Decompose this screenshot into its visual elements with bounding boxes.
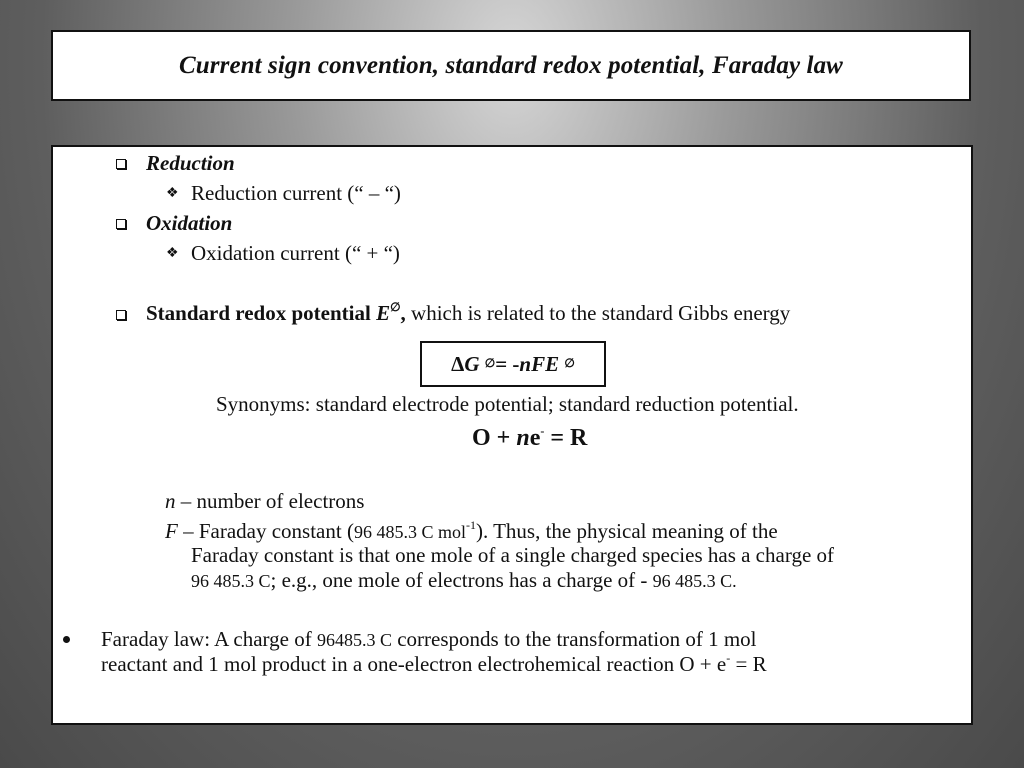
oxidation-current: Oxidation current (“ + “) (191, 241, 400, 265)
f-symbol: F (165, 519, 178, 543)
n-definition (165, 489, 364, 513)
oxidation-heading: Oxidation (146, 211, 233, 235)
faraday-text1: Faraday law: A charge of (101, 627, 317, 651)
standard-potential-text: which is related to the standard Gibbs energy (405, 301, 791, 325)
f-definition-line3 (191, 568, 737, 593)
faraday-line2-end: = R (730, 652, 767, 676)
f-text2: ). Thus, the physical meaning of the (475, 519, 778, 543)
g-symbol: G (464, 351, 480, 376)
faraday-law-line1 (101, 627, 757, 652)
square-bullet-icon (116, 219, 126, 229)
faraday-law-line2 (101, 652, 767, 676)
f-line3-end: . (732, 571, 737, 591)
synonyms-text: Synonyms: standard electrode potential; standard reduction potential. (216, 392, 799, 416)
standard-degree: ∅ (390, 300, 401, 314)
faraday-minus: - (726, 651, 731, 665)
f-text1: – Faraday constant ( (177, 519, 354, 543)
f-line3-text: ; e.g., one mole of electrons has a charge of - (270, 568, 653, 592)
reduction-current: Reduction current (“ – “) (191, 181, 401, 205)
formula-eq: = - (495, 351, 520, 376)
f-line3-value2: 96 485.3 C (652, 571, 733, 591)
reaction-o-plus: O + (472, 425, 517, 451)
reaction-n: n (516, 425, 530, 451)
f-value: 96 485.3 C mol (353, 522, 466, 542)
title-box (51, 30, 971, 101)
diamond-bullet-icon: ❖ (166, 186, 179, 201)
f-exp: -1 (465, 518, 476, 532)
standard-potential-line (146, 301, 790, 325)
delta-symbol: Δ (451, 351, 465, 376)
content-box (51, 145, 973, 725)
round-bullet-icon (63, 636, 70, 643)
n-symbol: n (165, 489, 176, 513)
comma: , (400, 301, 406, 325)
faraday-line2: reactant and 1 mol product in a one-electron electrohemical reaction O + e (101, 652, 727, 676)
reaction-e: e (529, 425, 541, 451)
gibbs-formula-box: Δ G ∅ = - nFE ∅ (420, 341, 606, 387)
faraday-text2: corresponds to the transformation of 1 mol (391, 627, 757, 651)
nfe-symbol: nFE (519, 351, 560, 376)
n-text: – number of electrons (175, 489, 365, 513)
diamond-bullet-icon: ❖ (166, 246, 179, 261)
reduction-heading: Reduction (146, 151, 235, 175)
standard-potential-label: Standard redox potential (146, 301, 371, 325)
reaction-eq-r: = R (544, 425, 588, 451)
f-line3-value: 96 485.3 C (191, 571, 271, 591)
reaction-minus: - (540, 424, 545, 438)
slide-title: Current sign convention, standard redox potential, Faraday law (179, 51, 843, 79)
square-bullet-icon (116, 159, 126, 169)
faraday-value: 96485.3 C (316, 630, 392, 650)
f-definition-line1 (165, 519, 778, 544)
e-symbol: E (376, 301, 391, 325)
square-bullet-icon (116, 310, 126, 320)
f-definition-line2: Faraday constant is that one mole of a single charged species has a charge of (191, 543, 835, 567)
redox-reaction (472, 426, 587, 450)
